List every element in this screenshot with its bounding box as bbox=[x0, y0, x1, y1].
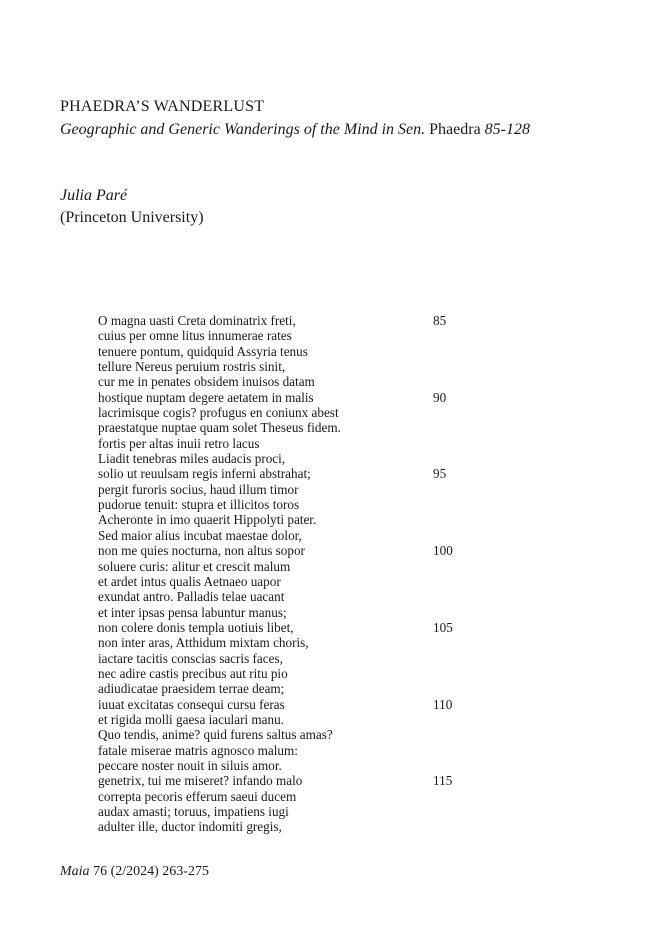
verse-line bbox=[98, 620, 568, 635]
verse-line bbox=[98, 666, 568, 681]
verse-text: soluere curis: alitur et crescit malum bbox=[98, 558, 291, 574]
verse-line bbox=[98, 743, 568, 758]
verse-text: tenuere pontum, quidquid Assyria tenus bbox=[98, 343, 308, 359]
verse-text: pergit furoris socius, haud illum timor bbox=[98, 481, 299, 497]
verse-line bbox=[98, 773, 568, 788]
verse-text: fatale miserae matris agnosco malum: bbox=[98, 742, 298, 758]
subtitle-line-range: 85-128 bbox=[484, 121, 530, 138]
subtitle-work: Phaedra bbox=[429, 121, 481, 138]
article-title: PHAEDRA’S WANDERLUST bbox=[60, 98, 265, 115]
verse-text: non me quies nocturna, non altus sopor bbox=[98, 543, 305, 559]
line-number: 90 bbox=[433, 389, 447, 405]
verse-text: Sed maior alius incubat maestae dolor, bbox=[98, 527, 302, 543]
verse-text: iuuat excitatas consequi cursu feras bbox=[98, 696, 285, 712]
line-number: 85 bbox=[433, 313, 447, 328]
verse-text: genetrix, tui me miseret? infando malo bbox=[98, 773, 303, 789]
verse-line bbox=[98, 789, 568, 804]
verse-line bbox=[98, 528, 568, 543]
verse-text: iactare tacitis conscias sacris faces, bbox=[98, 650, 283, 666]
verse-line bbox=[98, 374, 568, 389]
journal-footer bbox=[60, 864, 209, 880]
poem-block bbox=[98, 313, 568, 835]
verse-text: adiudicatae praesidem terrae deam; bbox=[98, 681, 285, 697]
subtitle-italic: Geographic and Generic Wanderings of the Mind in Sen. bbox=[60, 121, 426, 138]
verse-line bbox=[98, 712, 568, 727]
verse-line bbox=[98, 651, 568, 666]
verse-line bbox=[98, 512, 568, 527]
verse-line bbox=[98, 804, 568, 819]
verse-text: peccare noster nouit in siluis amor. bbox=[98, 757, 282, 773]
verse-line bbox=[98, 681, 568, 696]
verse-text: nec adire castis precibus aut ritu pio bbox=[98, 665, 288, 681]
verse-text: non colere donis templa uotiuis libet, bbox=[98, 619, 294, 635]
verse-text: et rigida molli gaesa iaculari manu. bbox=[98, 711, 285, 727]
verse-line bbox=[98, 344, 568, 359]
verse-line bbox=[98, 543, 568, 558]
verse-line bbox=[98, 758, 568, 773]
verse-line bbox=[98, 405, 568, 420]
verse-line bbox=[98, 605, 568, 620]
line-number: 110 bbox=[433, 696, 453, 712]
article-subtitle bbox=[60, 121, 530, 139]
verse-text: et ardet intus qualis Aetnaeo uapor bbox=[98, 573, 281, 589]
verse-line bbox=[98, 436, 568, 451]
author-affiliation: (Princeton University) bbox=[60, 209, 204, 226]
verse-text: tellure Nereus peruium rostris sinit, bbox=[98, 359, 286, 375]
verse-line bbox=[98, 574, 568, 589]
line-number: 115 bbox=[433, 773, 453, 789]
verse-text: praestatque nuptae quam solet Theseus fidem. bbox=[98, 420, 341, 436]
verse-text: Liadit tenebras miles audacis proci, bbox=[98, 451, 286, 467]
verse-line bbox=[98, 482, 568, 497]
verse-text: adulter ille, ductor indomiti gregis, bbox=[98, 819, 282, 835]
line-number: 95 bbox=[433, 466, 447, 482]
verse-line bbox=[98, 819, 568, 834]
verse-text: pudorue tenuit: stupra et illicitos toros bbox=[98, 497, 300, 513]
verse-text: hostique nuptam degere aetatem in malis bbox=[98, 389, 314, 405]
verse-text: exundat antro. Palladis telae uacant bbox=[98, 589, 285, 605]
verse-line bbox=[98, 727, 568, 742]
verse-line bbox=[98, 451, 568, 466]
author-name: Julia Paré bbox=[60, 187, 128, 204]
verse-text: Quo tendis, anime? quid furens saltus amas? bbox=[98, 727, 333, 743]
verse-line bbox=[98, 328, 568, 343]
verse-line bbox=[98, 589, 568, 604]
journal-citation: 76 (2/2024) 263-275 bbox=[93, 864, 209, 879]
verse-text: audax amasti; toruus, impatiens iugi bbox=[98, 804, 289, 819]
line-number: 105 bbox=[433, 619, 453, 635]
verse-line bbox=[98, 497, 568, 512]
verse-line bbox=[98, 420, 568, 435]
line-number: 100 bbox=[433, 543, 453, 559]
verse-line bbox=[98, 359, 568, 374]
verse-text: cuius per omne litus innumerae rates bbox=[98, 328, 292, 344]
journal-name: Maia bbox=[60, 864, 90, 879]
verse-text: fortis per altas inuii retro lacus bbox=[98, 435, 260, 451]
verse-text: Acheronte in imo quaerit Hippolyti pater. bbox=[98, 512, 317, 528]
verse-text: correpta pecoris efferum saeui ducem bbox=[98, 788, 297, 804]
verse-line bbox=[98, 390, 568, 405]
verse-text: O magna uasti Creta dominatrix freti, bbox=[98, 313, 296, 328]
verse-line bbox=[98, 313, 568, 328]
verse-text: et inter ipsas pensa labuntur manus; bbox=[98, 604, 287, 620]
verse-line bbox=[98, 466, 568, 481]
verse-text: lacrimisque cogis? profugus en coniunx abest bbox=[98, 405, 339, 421]
verse-text: solio ut reuulsam regis inferni abstrahat; bbox=[98, 466, 311, 482]
verse-line bbox=[98, 559, 568, 574]
verse-line bbox=[98, 697, 568, 712]
verse-text: cur me in penates obsidem inuisos datam bbox=[98, 374, 315, 390]
verse-text: non inter aras, Atthidum mixtam choris, bbox=[98, 635, 309, 651]
verse-line bbox=[98, 635, 568, 650]
